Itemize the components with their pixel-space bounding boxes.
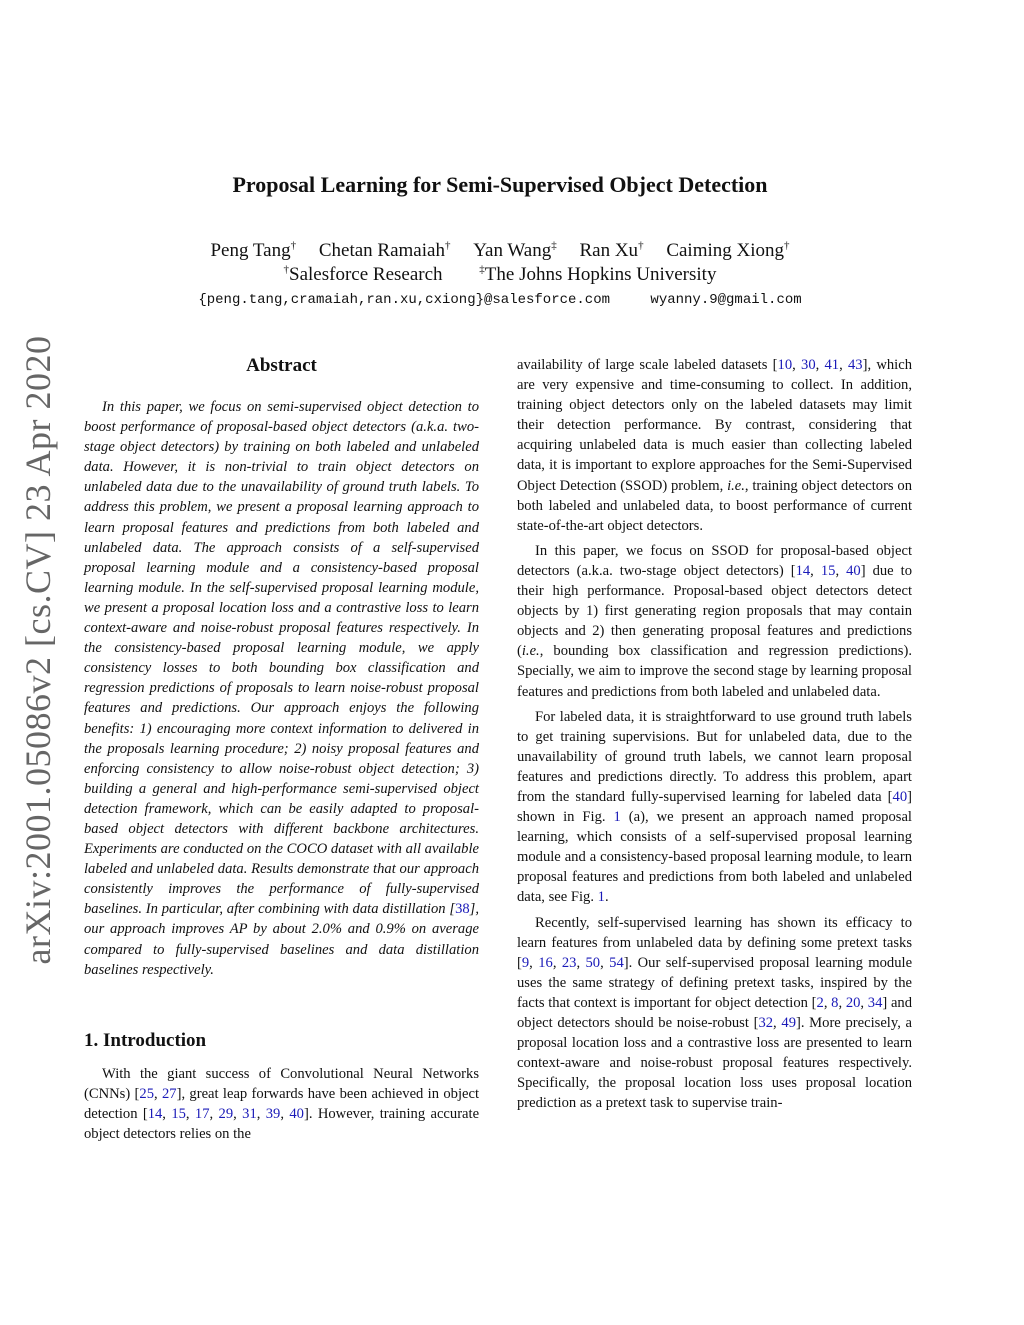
abstract-text (84, 397, 479, 980)
paragraph-text: , (209, 1105, 219, 1122)
citation-link[interactable]: 31 (242, 1105, 257, 1122)
citation-link[interactable]: 34 (867, 994, 883, 1011)
paragraph-text: , (154, 1085, 162, 1102)
author-name: Caiming Xiong (666, 240, 785, 262)
paragraph-text: , bounding box classification and regression predictions). Specially, we aim to improve the second stage by learning proposal features and predictions from both labeled and unlabeled data. (517, 643, 912, 700)
paragraph-text: ]. However, training accurate object detectors relies on the (84, 1105, 480, 1142)
paragraph-text: , (162, 1105, 172, 1122)
intro-paragraph (84, 1064, 479, 1144)
paragraph-text: ], great leap forwards have been achieved in object detection [ (84, 1085, 480, 1122)
paragraph-text: , (823, 994, 832, 1011)
paragraph-text: With the giant success of Convolutional Neural Networks (CNNs) [ (84, 1065, 479, 1102)
paragraph-text: ]. Our self-supervised proposal learning module uses the same strategy of defining pretext tasks, inspired by the facts that context is important for object detection [ (517, 954, 913, 1011)
author-name: Yan Wang (473, 240, 552, 262)
author (579, 240, 643, 261)
affiliation-name: The Johns Hopkins University (484, 264, 717, 286)
author-name: Ran Xu (579, 240, 639, 262)
paragraph-text: , (552, 954, 562, 971)
affiliation-mark: † (283, 264, 290, 276)
citation-link[interactable]: 9 (521, 954, 530, 971)
paragraph-text: , (256, 1105, 266, 1122)
citation-link[interactable]: 17 (194, 1105, 210, 1122)
paragraph-text: availability of large scale labeled datasets [ (517, 357, 778, 373)
citation-link[interactable]: 39 (265, 1105, 281, 1122)
paragraph-text: ] due to their high performance. Proposal-based object detectors detect objects by 1) first generating region proposals that may contain objects and 2) then generating proposal features and predictions ( (517, 562, 913, 660)
citation-link[interactable]: 1 (613, 809, 621, 826)
paragraph-text: ]. More precisely, a proposal location loss and a contrastive loss are presented to learn context-aware and noise-robust proposal features respectively. Specifically, the proposal location loss uses proposal location prediction as a pretext task to supervise train- (517, 1015, 913, 1112)
intro-paragraph (517, 541, 912, 702)
paragraph-text: , (839, 357, 848, 373)
citation-link[interactable]: 40 (846, 562, 861, 579)
citation-link[interactable]: 8 (831, 994, 839, 1011)
citation-link[interactable]: 16 (538, 954, 553, 971)
citation-link[interactable]: 32 (758, 1015, 774, 1031)
citation-link[interactable]: 2 (816, 994, 824, 1011)
author-name: Peng Tang (210, 240, 291, 262)
affiliation-list (0, 264, 1000, 286)
abstract-text-part: In this paper, we focus on semi-supervised object detection to boost performance of proposal-based object detectors (a.k.a. two-stage object detectors) by training on both labeled and unlabeled data. However, it is non-trivial to train object detectors on unlabeled data due to the unavailability of ground truth labels. To address this problem, we present a proposal learning approach to learn proposal features and predictions from both labeled and unlabeled data. The approach consists of a self-supervised proposal learning module and a consistency-based proposal learning module. In the self-supervised proposal learning module, we present a proposal location loss and a contrastive loss to learn context-aware and noise-robust proposal features respectively. In the consistency-based proposal learning module, we apply consistency losses to both bounding box classification and regression predictions of proposals to learn noise-robust proposal features and predictions. Our approach enjoys the following benefits: 1) encouraging more context information to delivered in the proposals learning procedure; 2) noisy proposal features and enforcing consistency to allow noise-robust object detection; 3) building a general and high-performance semi-supervised object detection framework, which can be easily adapted to proposal-based object detectors with different backbone architectures. Experiments are conducted on the COCO dataset with all available labeled and unlabeled data. Results demonstrate that our approach consistently improves the performance of fully-supervised baselines. In particular, after combining with data distillation [ (84, 399, 479, 918)
abstract-heading: Abstract (246, 355, 317, 376)
paragraph-text: ] shown in Fig. (517, 788, 912, 826)
paragraph-text: , (233, 1105, 243, 1122)
citation-link[interactable]: 41 (824, 357, 840, 373)
arxiv-sidebar (8, 335, 68, 965)
author-mark: † (290, 240, 297, 252)
section-heading-introduction: 1. Introduction (84, 1029, 207, 1051)
email-salesforce[interactable]: {peng.tang,cramaiah,ran.xu,cxiong}@salesforce.com (198, 292, 611, 308)
paragraph-text: , (810, 562, 821, 579)
paragraph-text: ] and object detectors should be noise-robust [ (517, 994, 913, 1031)
paragraph-text: , (815, 357, 825, 373)
author-mark: ‡ (551, 240, 557, 252)
citation-link[interactable]: 29 (218, 1105, 234, 1122)
arxiv-identifier: arXiv:2001.05086v2 [cs.CV] 23 Apr 2020 (18, 335, 58, 965)
paragraph-text: Recently, self-supervised learning has shown its efficacy to learn features from unlabeled data by defining some pretext tasks [ (517, 914, 912, 971)
citation-link[interactable]: 43 (847, 357, 863, 373)
citation-link[interactable]: 54 (609, 954, 624, 971)
affiliation (284, 264, 443, 285)
citation-link[interactable]: 14 (147, 1105, 163, 1122)
paragraph-text: . (604, 889, 609, 906)
author-list (0, 240, 1000, 262)
citation-link[interactable]: 14 (795, 562, 811, 579)
citation-link[interactable]: 15 (820, 562, 836, 579)
affiliation (479, 264, 716, 285)
abstract-text-part: ], our approach improves AP by about 2.0% and 0.9% on average compared to fully-supervised baselines and data distillation baselines respectively. (84, 901, 479, 978)
citation-link[interactable]: 25 (139, 1085, 154, 1102)
intro-paragraph (517, 355, 912, 536)
author (666, 240, 789, 261)
paragraph-text: , (280, 1105, 290, 1122)
author (473, 240, 557, 261)
paragraph-text: In this paper, we focus on SSOD for proposal-based object detectors (a.k.a. two-stage object detectors) [ (517, 542, 912, 579)
citation-link[interactable]: 40 (892, 788, 908, 805)
paragraph-text: ], which are very expensive and time-consuming to collect. In addition, training object detectors only on the labeled datasets may limit their detection performance. By contrast, considering that acquiring unlabeled data is much easier than collecting labeled data, it is important to explore approaches for the Semi-Supervised Object Detection (SSOD) problem, (517, 357, 912, 494)
right-column (517, 355, 912, 1118)
paragraph-text: , (576, 954, 586, 971)
author (319, 240, 451, 261)
author-mark: † (784, 240, 790, 252)
paragraph-text: , (529, 954, 539, 971)
paragraph-text: , training object detectors on both labeled and unlabeled data, to boost performance of current state-of-the-art object detectors. (517, 477, 912, 534)
citation-link[interactable]: 49 (781, 1015, 796, 1031)
email-list (0, 292, 1000, 308)
citation-link[interactable]: 1 (597, 889, 605, 906)
author-mark: † (444, 240, 451, 252)
author-name: Chetan Ramaiah (318, 240, 445, 262)
paragraph-text: For labeled data, it is straightforward to use ground truth labels to get training supervisions. But for unlabeled data, due to the unavailability of ground truth labels, we cannot learn proposal features and predictions directly. To address this problem, apart from the standard fully-supervised learning for labeled data [ (517, 708, 912, 805)
citation-link[interactable]: 50 (585, 954, 601, 971)
citation-link[interactable]: 27 (161, 1085, 177, 1102)
citation-link[interactable]: 40 (289, 1105, 304, 1122)
paper-title: Proposal Learning for Semi-Supervised Object Detection (232, 172, 768, 197)
citation-link[interactable]: 23 (561, 954, 577, 971)
intro-paragraph (517, 707, 912, 908)
citation-link[interactable]: 38 (455, 901, 470, 918)
paragraph-text: , (835, 562, 847, 579)
intro-paragraph (517, 913, 912, 1114)
paragraph-text: , (773, 1015, 782, 1031)
affiliation-mark: ‡ (479, 264, 485, 276)
citation-link[interactable]: 30 (801, 357, 816, 373)
italic-text: i.e. (521, 643, 540, 660)
paragraph-text: , (600, 954, 610, 971)
author-mark: † (638, 240, 644, 252)
paragraph-text: , (792, 357, 802, 373)
paragraph-text: (a), we present an approach named proposal learning, which consists of a self-supervised proposal learning module and a consistency-based proposal learning module, to learn proposal features and predictions from both labeled and unlabeled data, see Fig. (517, 809, 912, 906)
author (210, 240, 296, 261)
citation-link[interactable]: 15 (171, 1105, 186, 1122)
italic-text: i.e. (727, 477, 745, 494)
affiliation-name: Salesforce Research (289, 264, 443, 286)
paragraph-text: , (860, 994, 868, 1011)
email-gmail[interactable]: wyanny.9@gmail.com (650, 292, 802, 308)
citation-link[interactable]: 10 (777, 357, 793, 373)
paragraph-text: , (838, 994, 846, 1011)
citation-link[interactable]: 20 (845, 994, 861, 1011)
left-column (84, 355, 479, 1144)
paragraph-text: , (185, 1105, 195, 1122)
